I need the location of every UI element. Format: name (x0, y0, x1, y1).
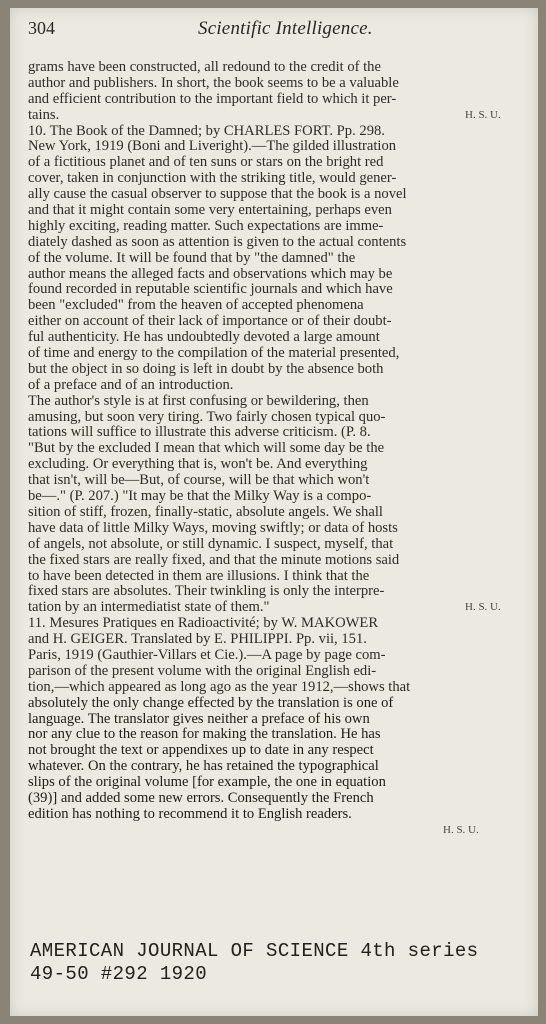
review-signature: H. S. U. (465, 108, 501, 121)
text-line: either on account of their lack of importance or of their doubt- (28, 314, 392, 330)
text-line: been "excluded" from the heaven of accepted phenomena (28, 298, 364, 314)
text-line: absolutely the only change effected by the translation is one of (28, 695, 394, 711)
text-line: that isn't, will be—But, of course, will be that which won't (28, 473, 370, 489)
text-line: highly exciting, reading matter. Such expectations are imme- (28, 218, 384, 234)
text-line: of a fictitious planet and of ten suns or stars on the bright red (28, 155, 384, 171)
body-text (28, 60, 538, 839)
text-line: tains. H. S. U. (28, 107, 501, 123)
text-line: not brought the text or appendixes up to date in any respect (28, 743, 374, 759)
text-line: of time and energy to the compilation of the material presented, (28, 346, 400, 362)
source-label (30, 940, 530, 986)
text-line: to have been detected in them are illusions. I think that the (28, 568, 370, 584)
text-line: The author's style is at first confusing or bewildering, then (28, 393, 369, 409)
text-line: and efficient contribution to the important field to which it per- (28, 91, 397, 107)
text-line: (39)] and added some new errors. Consequently the French (28, 790, 374, 806)
text-line: nor any clue to the reason for making the translation. He has (28, 727, 381, 743)
source-label-line1: AMERICAN JOURNAL OF SCIENCE 4th series (30, 940, 479, 962)
text-line: Paris, 1919 (Gauthier-Villars et Cie.).—A page by page com- (28, 647, 386, 663)
text-line: the fixed stars are really fixed, and that the minute motions said (28, 552, 400, 568)
text-line: edition has nothing to recommend it to English readers. (28, 806, 352, 822)
text-line: and H. GEIGER. Translated by E. PHILIPPI. Pp. vii, 151. (28, 632, 367, 648)
page-header (28, 18, 528, 46)
text-line: ful authenticity. He has undoubtedly devoted a large amount (28, 330, 380, 346)
text-line: whatever. On the contrary, he has retained the typographical (28, 759, 379, 775)
text-line: amusing, but soon very tiring. Two fairly chosen typical quo- (28, 409, 386, 425)
text-line: fixed stars are absolutes. Their twinkling is only the interpre- (28, 584, 385, 600)
text-line: parison of the present volume with the original English edi- (28, 663, 377, 679)
text-line: slips of the original volume [for example, the one in equation (28, 775, 386, 791)
text-line: New York, 1919 (Boni and Liveright).—The gilded illustration (28, 139, 397, 155)
text-line: diately dashed as soon as attention is given to the actual contents (28, 234, 407, 250)
text-line: 11. Mesures Pratiques en Radioactivité; by W. MAKOWER (28, 616, 379, 632)
review-signature: H. S. U. (465, 601, 501, 614)
text-line: of the volume. It will be found that by "the damned" the (28, 250, 356, 266)
text-line: found recorded in reputable scientific journals and which have (28, 282, 393, 298)
text-line: but the object in so doing is left in doubt by the absence both (28, 361, 384, 377)
text-line: excluding. Or everything that is, won't be. And everything (28, 457, 368, 473)
text-line: and that it might contain some very entertaining, perhaps even (28, 203, 392, 219)
text-line: author means the alleged facts and observations which may be (28, 266, 393, 282)
text-line: author and publishers. In short, the book seems to be a valuable (28, 75, 399, 91)
text-line: tations will suffice to illustrate this adverse criticism. (P. 8. (28, 425, 371, 441)
text-line: of a preface and of an introduction. (28, 377, 234, 393)
clipping-page (10, 8, 538, 1016)
review-signature-line (28, 823, 538, 839)
text-line: tion,—which appeared as long ago as the year 1912,—shows that (28, 679, 411, 695)
source-label-line2: 49-50 #292 1920 (30, 963, 208, 985)
page-number: 304 (28, 18, 55, 38)
text-line: of angels, not absolute, or still dynamic. I suspect, myself, that (28, 536, 394, 552)
review-signature: H. S. U. (443, 823, 479, 836)
text-line: have data of little Milky Ways, moving swiftly; or data of hosts (28, 520, 398, 536)
text-line: tation by an intermediatist state of them." H. S. U. (28, 600, 501, 616)
text-line: sition of stiff, frozen, finally-static, absolute angels. We shall (28, 504, 383, 520)
text-line: cover, taken in conjunction with the striking title, would gener- (28, 171, 397, 187)
running-title: Scientific Intelligence. (198, 18, 373, 39)
text-line: "But by the excluded I mean that which will some day be the (28, 441, 385, 457)
text-line: be—." (P. 207.) "It may be that the Milky Way is a compo- (28, 489, 372, 505)
text-line: ally cause the casual observer to suppose that the book is a novel (28, 187, 407, 203)
text-line: 10. The Book of the Damned; by CHARLES FORT. Pp. 298. (28, 123, 385, 139)
text-line: grams have been constructed, all redound to the credit of the (28, 60, 381, 75)
text-line: language. The translator gives neither a preface of his own (28, 711, 370, 727)
